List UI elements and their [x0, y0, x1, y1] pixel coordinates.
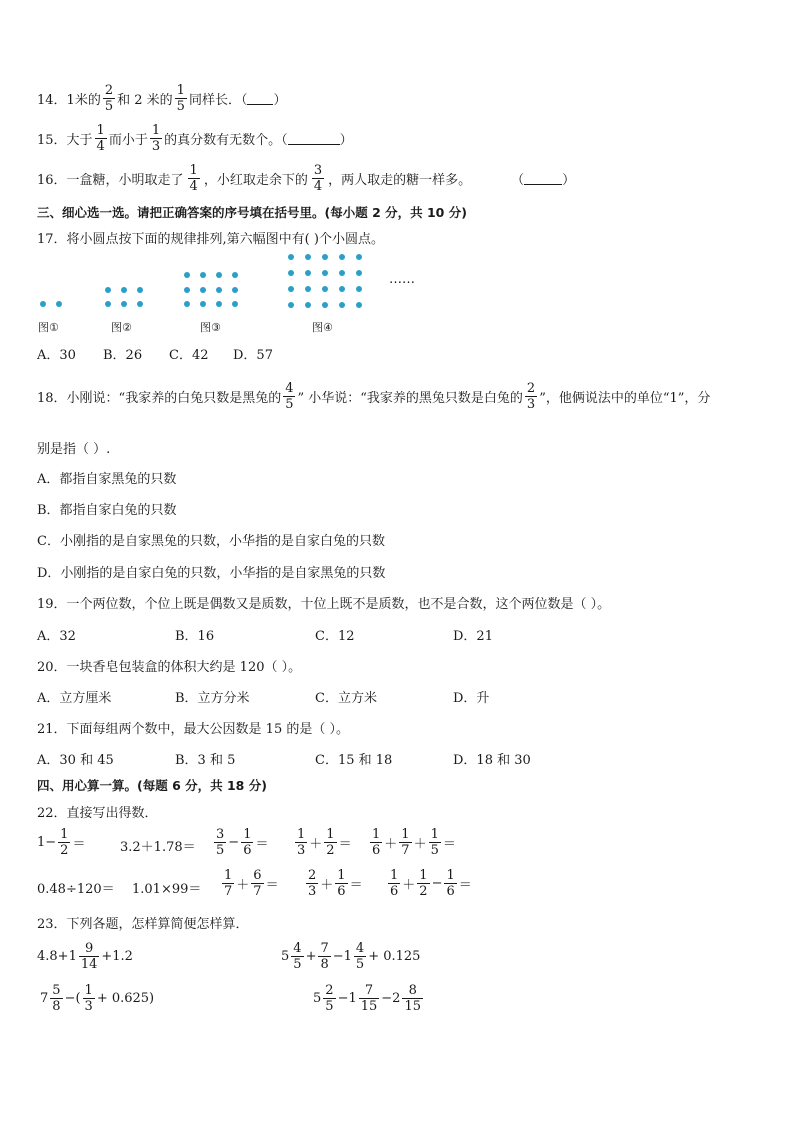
question-18: 18．小刚说：“我家养的白兔只数是黑兔的 $\frac{4}{5}$ ” 小华说：“我家养的黑兔只数是白兔的 $\frac{2}{3}$ ”，他俩说法中的单位“1”，分 [37, 381, 711, 412]
dot [216, 272, 222, 278]
dot [305, 302, 311, 308]
dot [339, 302, 345, 308]
fraction: $\frac{3}{4}$ [313, 163, 323, 194]
option-a[interactable]: A．30 [37, 348, 76, 363]
question-14: 14．1米的 $\frac{2}{5}$ 和 2 米的 $\frac{1}{5}$ 同样长．（ ） [37, 83, 287, 114]
option-a[interactable]: A．立方厘米 [37, 691, 112, 706]
expression: 0.48÷120＝ [37, 882, 115, 897]
dot [288, 270, 294, 276]
option-c[interactable]: C．15 和 18 [315, 753, 393, 768]
ellipsis: …… [389, 272, 415, 287]
question-20: 20．一块香皂包装盒的体积大约是 120（ ）。 [37, 660, 302, 675]
dot [305, 286, 311, 292]
dot [56, 301, 62, 307]
fraction: $\frac{1}{4}$ [96, 123, 105, 154]
expression: $\frac{1}{3}$ ＋ $\frac{1}{2}$ ＝ [297, 827, 352, 858]
question-22: 22．直接写出得数． [37, 806, 158, 821]
option-b[interactable]: B．16 [175, 629, 215, 644]
dot [121, 301, 127, 307]
answer-blank[interactable] [288, 132, 340, 145]
section-3-heading: 三、细心选一选。请把正确答案的序号填在括号里。(每小题 2 分，共 10 分) [37, 205, 467, 220]
fraction: $\frac{1}{3}$ [151, 123, 161, 154]
question-18-line2: 别是指（ ）. [37, 442, 111, 457]
dot [356, 286, 362, 292]
figure-label: 图① [38, 321, 59, 334]
option-a[interactable]: A．30 和 45 [37, 753, 114, 768]
expression: $\frac{3}{5}$ − $\frac{1}{6}$ ＝ [216, 827, 269, 858]
option-c[interactable]: C．立方米 [315, 691, 377, 706]
expression: 1.01×99＝ [132, 882, 202, 897]
dot [305, 254, 311, 260]
option-c[interactable]: C．42 [169, 348, 209, 363]
dot [322, 254, 328, 260]
expression: $\frac{1}{6}$ ＋ $\frac{1}{7}$ ＋ $\frac{1}{5}$ ＝ [372, 827, 456, 858]
expression: $\frac{2}{3}$ ＋ $\frac{1}{6}$ ＝ [308, 868, 363, 899]
figure-label: 图③ [200, 321, 221, 334]
question-19: 19．一个两位数，个位上既是偶数又是质数，十位上既不是质数，也不是合数，这个两位数是（ ）。 [37, 597, 611, 612]
answer-blank[interactable] [524, 172, 562, 185]
dot [40, 301, 46, 307]
fraction: $\frac{1}{5}$ [176, 83, 185, 114]
expression: $\frac{1}{7}$ ＋ $\frac{6}{7}$ ＝ [224, 868, 279, 899]
expression: 7 $\frac{5}{8}$ −( $\frac{1}{3}$ + 0.625) [40, 983, 155, 1014]
expression: 4.8+1 $\frac{9}{14}$ +1.2 [37, 941, 133, 972]
fraction: $\frac{1}{4}$ [189, 163, 198, 194]
answer-blank[interactable] [247, 92, 273, 105]
dot [339, 254, 345, 260]
dot [305, 270, 311, 276]
expression: 5 $\frac{4}{5}$ + $\frac{7}{8}$ −1 $\frac{4}{5}$ + 0.125 [281, 941, 421, 972]
dot [322, 286, 328, 292]
expression: 3.2＋1.78＝ [120, 840, 196, 855]
question-23: 23．下列各题，怎样算简便怎样算． [37, 917, 249, 932]
dot [322, 270, 328, 276]
question-17: 17．将小圆点按下面的规律排列,第六幅图中有( )个小圆点。 [37, 232, 384, 247]
dot [356, 270, 362, 276]
option-d[interactable]: D．57 [233, 348, 273, 363]
dot [232, 287, 238, 293]
fraction: $\frac{4}{5}$ [285, 381, 294, 412]
dot [288, 302, 294, 308]
fraction: $\frac{2}{5}$ [104, 83, 114, 114]
dot [200, 272, 206, 278]
dot [216, 287, 222, 293]
dot [216, 301, 222, 307]
figure-label: 图② [111, 321, 132, 334]
question-16: 16．一盒糖，小明取走了 $\frac{1}{4}$ ，小红取走余下的 $\frac{3}{4}$ ，两人取走的糖一样多。 （ ） [37, 163, 576, 194]
option-c[interactable]: C．小刚指的是自家黑兔的只数，小华指的是自家白兔的只数 [37, 534, 385, 549]
dot [105, 301, 111, 307]
option-b[interactable]: B．立方分米 [175, 691, 250, 706]
dot [356, 302, 362, 308]
dot [184, 287, 190, 293]
dot [200, 301, 206, 307]
question-15: 15．大于 $\frac{1}{4}$ 而小于 $\frac{1}{3}$ 的真分数有无数个。（ ） [37, 123, 353, 154]
dot [200, 287, 206, 293]
option-a[interactable]: A．32 [37, 629, 76, 644]
dot [137, 287, 143, 293]
dot [184, 301, 190, 307]
dot [339, 270, 345, 276]
option-d[interactable]: D．升 [453, 691, 490, 706]
dot [232, 301, 238, 307]
dot [339, 286, 345, 292]
option-d[interactable]: D．18 和 30 [453, 753, 531, 768]
option-c[interactable]: C．12 [315, 629, 355, 644]
dot [288, 286, 294, 292]
dot [356, 254, 362, 260]
dot [137, 301, 143, 307]
dot [105, 287, 111, 293]
fraction: $\frac{2}{3}$ [526, 381, 536, 412]
expression: 1− $\frac{1}{2}$ ＝ [37, 827, 86, 858]
dot [184, 272, 190, 278]
option-a[interactable]: A．都指自家黑兔的只数 [37, 472, 177, 487]
option-b[interactable]: B．3 和 5 [175, 753, 236, 768]
option-b[interactable]: B．都指自家白兔的只数 [37, 503, 177, 518]
dot [232, 272, 238, 278]
option-d[interactable]: D．21 [453, 629, 493, 644]
dot [288, 254, 294, 260]
dot [121, 287, 127, 293]
option-b[interactable]: B．26 [103, 348, 143, 363]
question-21: 21．下面每组两个数中，最大公因数是 15 的是（ ）。 [37, 722, 349, 737]
section-4-heading: 四、用心算一算。(每题 6 分，共 18 分) [37, 778, 267, 793]
figure-label: 图④ [312, 321, 333, 334]
expression: 5 $\frac{2}{5}$ −1 $\frac{7}{15}$ −2 $\frac{8}{15}$ [313, 983, 421, 1014]
dot [322, 302, 328, 308]
expression: $\frac{1}{6}$ ＋ $\frac{1}{2}$ − $\frac{1}{6}$ ＝ [390, 868, 472, 899]
option-d[interactable]: D．小刚指的是自家白兔的只数，小华指的是自家黑兔的只数 [37, 566, 386, 581]
